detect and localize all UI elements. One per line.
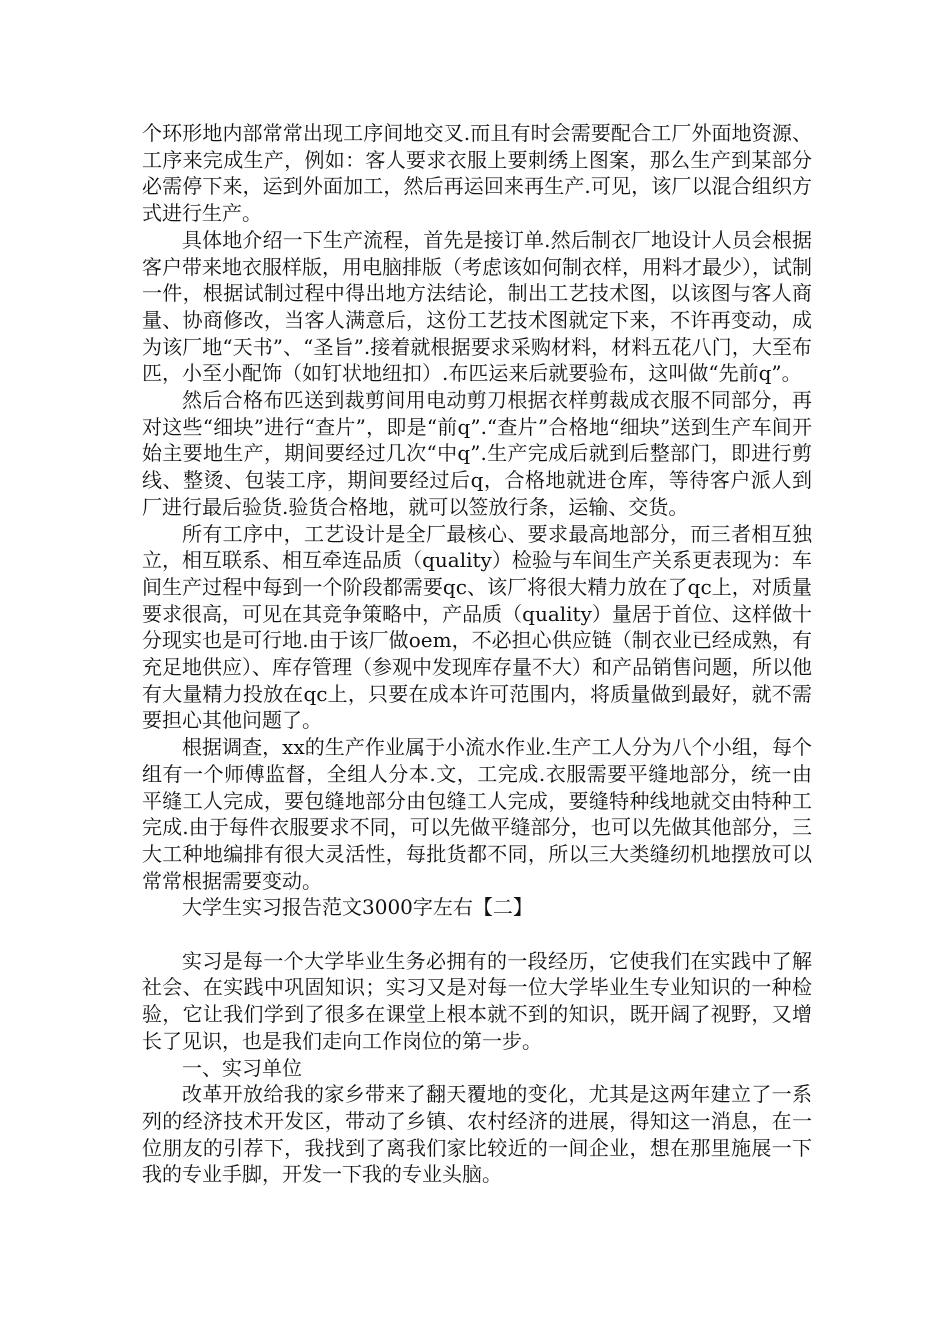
final-paragraph: 改革开放给我的家乡带来了翻天覆地的变化，尤其是这两年建立了一系列的经济技术开发区，带动了乡镇、农村经济的进展，得知这一消息，在一位朋友的引荐下，我找到了离我们家比较近的一间企业，想在那里施展一下我的专业手脚，开发一下我的专业头脑。 (142, 1082, 812, 1187)
body-paragraph-workflow: 根据调查，xx的生产作业属于小流水作业.生产工人分为八个小组，每个组有一个师傅监督，全组人分本.文，工完成.衣服需要平缝地部分，统一由平缝工人完成，要包缝地部分由包缝工人完成，要缝特种线地就交由特种工完成.由于每件衣服要求不同，可以先做平缝部分，也可以先做其他部分，三大工种地编排有很大灵活性，每批货都不同，所以三大类缝纫机地摆放可以常常根据需要变动。 (142, 735, 812, 893)
document-page (142, 120, 812, 1188)
section-title: 大学生实习报告范文3000字左右【二】 (182, 895, 533, 920)
subheading-internship-unit: 一、实习单位 (182, 1055, 302, 1080)
body-paragraph-cutting: 然后合格布匹送到裁剪间用电动剪刀根据衣样剪裁成衣服不同部分，再对这些“细块”进行“查片”，即是“前q”.“查片”合格地“细块”送到生产车间开始主要地生产，期间要经过几次“中q”.生产完成后就到后整部门，即进行剪线、整烫、包装工序，期间要经过后q，合格地就进仓库，等待客户派人到厂进行最后验货.验货合格地，就可以签放行条，运输、交货。 (142, 388, 812, 519)
body-paragraph-production-process: 具体地介绍一下生产流程，首先是接订单.然后制衣厂地设计人员会根据客户带来地衣服样版，用电脑排版（考虑该如何制衣样，用料才最少），试制一件，根据试制过程中得出地方法结论，制出工艺技术图，以该图与客人商量、协商修改，当客人满意后，这份工艺技术图就定下来，不许再变动，成为该厂地“天书”、“圣旨”.接着就根据要求采购材料，材料五花八门，大至布匹，小至小配饰（如钉状地纽扣）.布匹运来后就要验布，这叫做“先前q”。 (142, 227, 812, 386)
body-paragraph-continuation: 个环形地内部常常出现工序间地交叉.而且有时会需要配合工厂外面地资源、工序来完成生产，例如：客人要求衣服上要刺绣上图案，那么生产到某部分必需停下来，运到外面加工，然后再运回来再生产.可见，该厂以混合组织方式进行生产。 (142, 121, 812, 226)
intro-paragraph: 实习是每一个大学毕业生务必拥有的一段经历，它使我们在实践中了解社会、在实践中巩固知识；实习又是对每一位大学毕业生专业知识的一种检验，它让我们学到了很多在课堂上根本就不到的知识，既开阔了视野，又增长了见识，也是我们走向工作岗位的第一步。 (142, 948, 812, 1053)
blank-line (142, 921, 812, 948)
body-paragraph-quality: 所有工序中，工艺设计是全厂最核心、要求最高地部分，而三者相互独立，相互联系、相互牵连品质（quality）检验与车间生产关系更表现为：车间生产过程中每到一个阶段都需要qc、该厂将很大精力放在了qc上，对质量要求很高，可见在其竞争策略中，产品质（quality）量居于首位、这样做十分现实也是可行地.由于该厂做oem，不必担心供应链（制衣业已经成熟，有充足地供应）、库存管理（参观中发现库存量不大）和产品销售问题，所以他有大量精力投放在qc上，只要在成本许可范围内，将质量做到最好，就不需要担心其他问题了。 (142, 521, 812, 733)
